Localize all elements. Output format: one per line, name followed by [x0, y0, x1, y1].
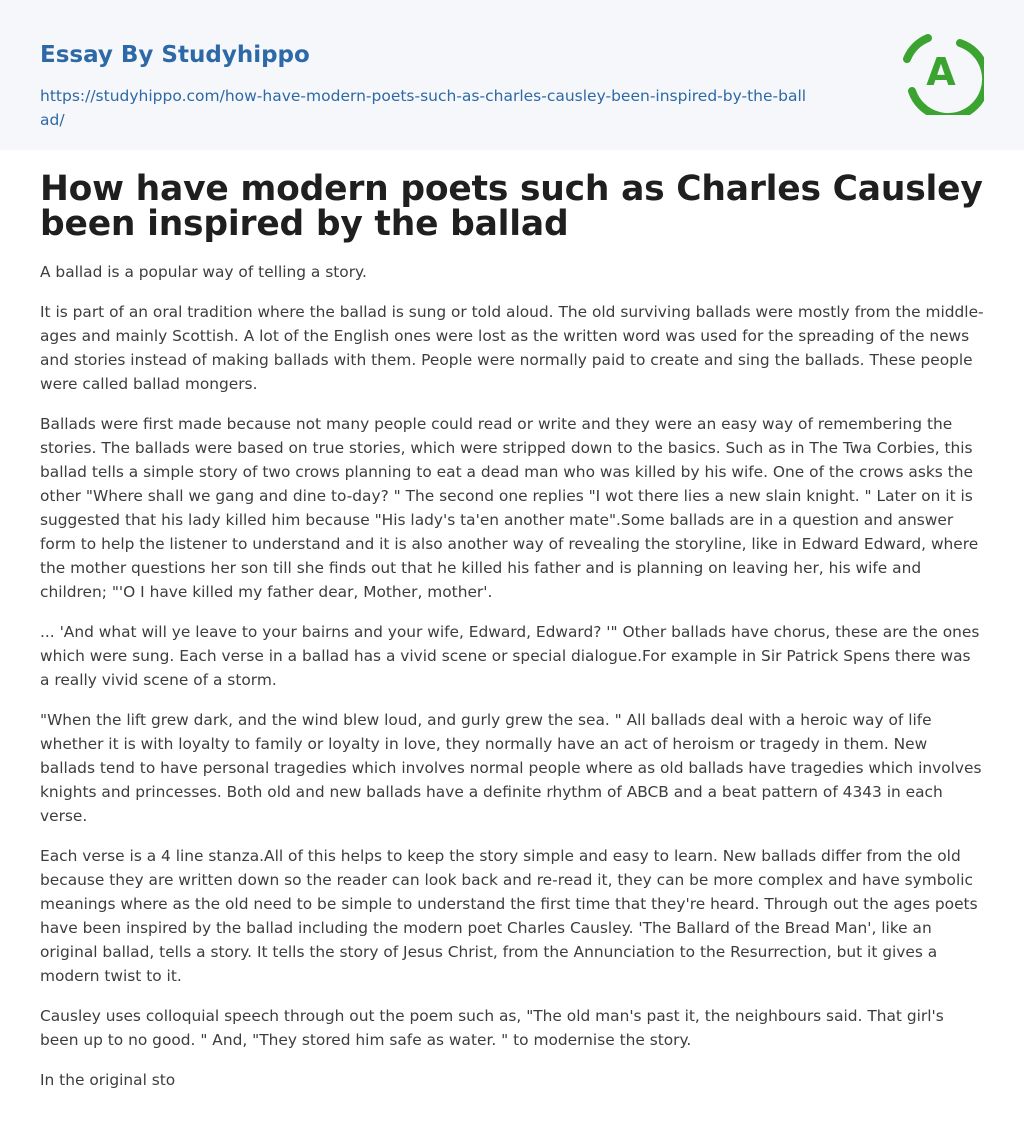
article-paragraph: In the original sto — [40, 1071, 176, 1089]
article-paragraph: It is part of an oral tradition where the ballad is sung or told aloud. The old surviving ballads were mostly from the middle-ages and mainly Scottish. A lot of the English ones were lost as the written word was used for the spreading of the news and stories instead of making ballads with them. People were normally paid to create and sing the ballads. These people were called ballad mongers. — [40, 303, 984, 393]
site-header — [0, 0, 1024, 150]
site-brand[interactable]: Essay By Studyhippo — [40, 42, 310, 68]
studyhippo-logo-icon[interactable] — [898, 29, 984, 115]
article-paragraph: Each verse is a 4 line stanza.All of this helps to keep the story simple and easy to learn. New ballads differ from the old because they are written down so the reader can look back and re-read it, they can be more complex and have symbolic meanings where as the old need to be simple to understand the first time that they're heard. Through out the ages poets have been inspired by the ballad including the modern poet Charles Causley. 'The Ballard of the Bread Man', like an original ballad, tells a story. It tells the story of Jesus Christ, from the Annunciation to the Resurrection, but it gives a modern twist to it. — [40, 847, 978, 985]
article-paragraph: Causley uses colloquial speech through out the poem such as, "The old man's past it, the neighbours said. That girl's been up to no good. " And, "They stored him safe as water. " to modernise the story. — [40, 1007, 944, 1049]
article-paragraph: "When the lift grew dark, and the wind blew loud, and gurly grew the sea. " All ballads deal with a heroic way of life whether it is with loyalty to family or loyalty in love, they normally have an act of heroism or tragedy in them. New ballads tend to have personal tragedies which involves normal people where as old ballads have tragedies which involves knights and princesses. Both old and new ballads have a definite rhythm of ABCB and a beat pattern of 4343 in each verse. — [40, 711, 982, 825]
article-paragraph: Ballads were first made because not many people could read or write and they were an easy way of remembering the stories. The ballads were based on true stories, which were stripped down to the basics. Such as in The Twa Corbies, this ballad tells a simple story of two crows planning to eat a dead man who was killed by his wife. One of the crows asks the other "Where shall we gang and dine to-day? " The second one replies "I wot there lies a new slain knight. " Later on it is suggested that his lady killed him because "His lady's ta'en another mate".Some ballads are in a question and answer form to help the listener to understand and it is also another way of revealing the storyline, like in Edward Edward, where the mother questions her son till she finds out that he killed his father and is planning on leaving her, his wife and children; "'O I have killed my father dear, Mother, mother'. — [40, 415, 979, 601]
logo-letter: A — [926, 50, 956, 94]
article — [0, 169, 1024, 1092]
article-paragraph: A ballad is a popular way of telling a story. — [40, 263, 367, 281]
article-paragraph: ... 'And what will ye leave to your bairns and your wife, Edward, Edward? '" Other ballads have chorus, these are the ones which were sung. Each verse in a ballad has a vivid scene or special dialogue.For example in Sir Patrick Spens there was a really vivid scene of a storm. — [40, 623, 980, 689]
article-title: How have modern poets such as Charles Causley been inspired by the ballad — [40, 169, 983, 244]
source-url-link[interactable]: https://studyhippo.com/how-have-modern-poets-such-as-charles-causley-been-inspired-by-the-ballad/ — [40, 87, 807, 129]
